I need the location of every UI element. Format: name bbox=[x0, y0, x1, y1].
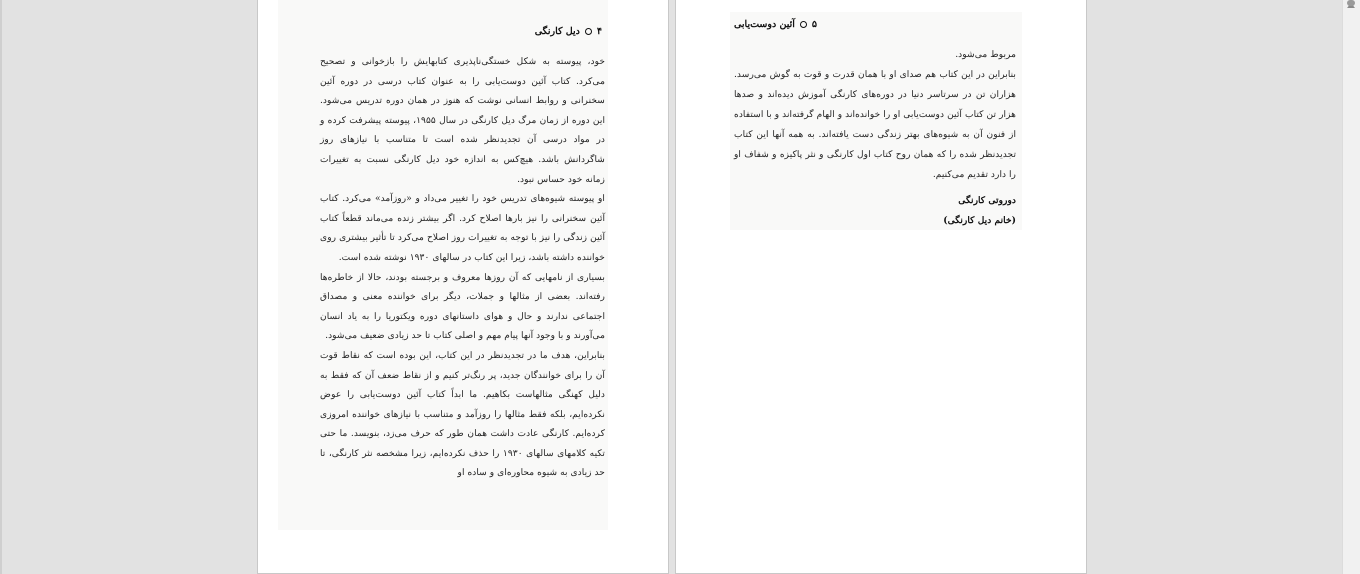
paragraph: خود، پیوسته به شکل خستگی‌ناپذیری کتابهایش را بازخوانی و تصحیح می‌کرد. کتاب آئین دوست‌یابی را به عنوان کتاب درسی در دوره آئین سخنرانی و روابط انسانی نوشت که هنوز در همان دوره تدریس می‌شود. این دوره از زمان مرگ دیل کارنگی در سال ۱۹۵۵، پیوسته پیشرفت کرده و در مواد درسی آن تجدیدنظر شده است تا متناسب با نیازهای روز شاگردانش باشد. هیچ‌کس به اندازه خود دیل کارنگی نسبت به تغییرات زمانه خود حساس نبود. bbox=[320, 56, 605, 185]
page-body bbox=[320, 52, 605, 483]
page-number: ۴ bbox=[596, 26, 602, 37]
running-head-title: آئین دوست‌یابی bbox=[734, 19, 795, 30]
paragraph: او پیوسته شیوه‌های تدریس خود را تغییر می‌داد و «روزآمد» می‌کرد. کتاب آئین سخنرانی را نیز بارها اصلاح کرد. اگر بیشتر زنده می‌ماند قطعاً کتاب آئین زندگی را نیز با توجه به تغییرات روز اصلاح می‌کرد تا تأثیر بیشتری روی خواننده داشته باشد، زیرا این کتاب در سالهای ۱۹۳۰ نوشته شده است. bbox=[320, 193, 605, 263]
paragraph: مربوط می‌شود. bbox=[955, 49, 1016, 60]
viewer-edge bbox=[0, 0, 2, 574]
paragraph: بنابراین در این کتاب هم صدای او با همان قدرت و قوت به گوش می‌رسد. هزاران تن در سرتاسر دنیا در دوره‌های کارنگی آموزش دیده‌اند و صدها هزار تن کتاب آئین دوست‌یابی او را خوانده‌اند و الهام گرفته‌اند و با استفاده از فنون آن به شیوه‌های بهتر زندگی دست یافته‌اند. به همه آنها این کتاب تجدیدنظر شده را که همان روح کتاب اول کارنگی و نثر پاکیزه و شفاف او را دارد تقدیم می‌کنیم. bbox=[734, 69, 1016, 180]
bullet-icon bbox=[800, 21, 807, 28]
bullet-icon bbox=[585, 28, 592, 35]
signature bbox=[734, 191, 1016, 231]
running-head bbox=[535, 26, 602, 37]
paragraph: بنابراین، هدف ما در تجدیدنظر در این کتاب، این بوده است که نقاط قوت آن را برای خوانندگان جدید، پر رنگ‌تر کنیم و از نقاط ضعف آن که فقط به دلیل کهنگی مثالهاست بکاهیم. ما ابداً کتاب آئین دوست‌یابی را عوض نکرده‌ایم، بلکه فقط مثالها را روزآمد و متناسب با نیازهای خواننده امروزی کرده‌ایم. کارنگی عادت داشت همان طور که حرف می‌زد، بنویسد. ما حتی تکیه کلامهای سالهای ۱۹۳۰ را حذف نکرده‌ایم، زیرا مشخصه نثر کارنگی، تا حد زیادی به شیوه محاوره‌ای و ساده او bbox=[320, 349, 605, 479]
running-head-title: دیل کارنگی bbox=[534, 26, 580, 37]
vertical-scrollbar[interactable] bbox=[1342, 0, 1360, 574]
document-page-left bbox=[257, 0, 669, 574]
document-page-right bbox=[675, 0, 1087, 574]
page-body bbox=[734, 45, 1016, 231]
running-head bbox=[734, 19, 817, 30]
paragraph: بسیاری از نامهایی که آن روزها معروف و برجسته بودند، حالا از خاطره‌ها رفته‌اند. بعضی از مثالها و جملات، دیگر برای خواننده معنی و مصداق اجتماعی ندارند و حال و هوای داستانهای دوره ویکتوریا را به یاد انسان می‌آورند و با وجود آنها پیام مهم و اصلی کتاب تا حد زیادی ضعیف می‌شود. bbox=[320, 271, 605, 342]
scrollbar-thumb[interactable] bbox=[1347, 0, 1355, 6]
signature-note: (خانم دیل کارنگی) bbox=[943, 215, 1016, 226]
signature-name: دوروتی کارنگی bbox=[958, 195, 1016, 206]
page-number: ۵ bbox=[811, 19, 818, 30]
